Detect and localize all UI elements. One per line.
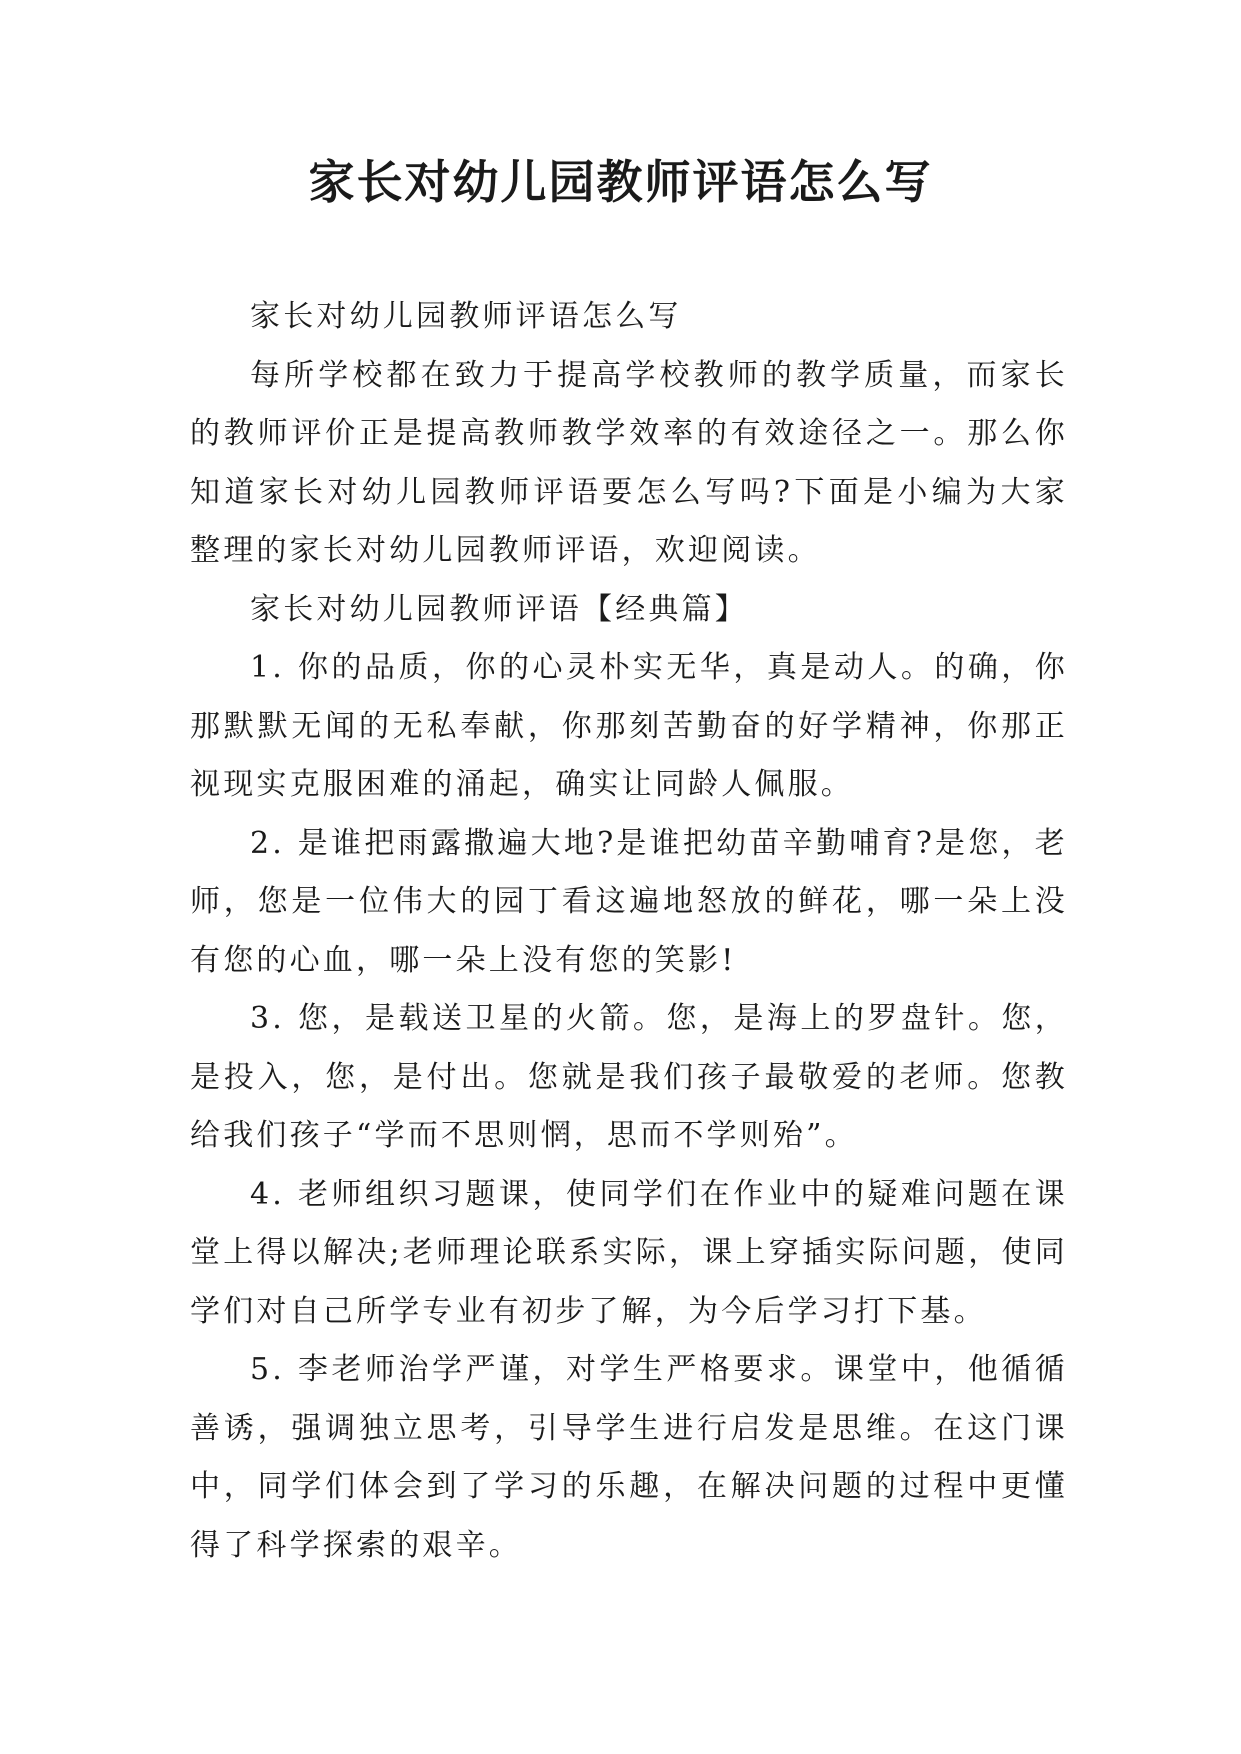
comment-item-1: 1. 你的品质，你的心灵朴实无华，真是动人。的确，你那默默无闻的无私奉献，你那刻苦勤奋的好学精神，你那正视现实克服困难的涌起，确实让同龄人佩服。 [190, 650, 1068, 802]
section-heading: 家长对幼儿园教师评语【经典篇】 [250, 591, 748, 627]
document-body [190, 288, 1068, 1575]
comment-item-5: 5. 李老师治学严谨，对学生严格要求。课堂中，他循循善诱，强调独立思考，引导学生进行启发是思维。在这门课中，同学们体会到了学习的乐趣，在解决问题的过程中更懂得了科学探索的艰辛。 [190, 1352, 1068, 1563]
comment-item-3: 3. 您，是载送卫星的火箭。您，是海上的罗盘针。您，是投入，您，是付出。您就是我们孩子最敬爱的老师。您教给我们孩子“学而不思则惘，思而不学则殆”。 [190, 1001, 1068, 1153]
subtitle-paragraph: 家长对幼儿园教师评语怎么写 [250, 299, 682, 334]
intro-paragraph: 每所学校都在致力于提高学校教师的教学质量，而家长的教师评价正是提高教师教学效率的有效途径之一。那么你知道家长对幼儿园教师评语要怎么写吗?下面是小编为大家整理的家长对幼儿园教师评语，欢迎阅读。 [190, 357, 1068, 568]
comment-item-4: 4. 老师组织习题课，使同学们在作业中的疑难问题在课堂上得以解决;老师理论联系实际，课上穿插实际问题，使同学们对自己所学专业有初步了解，为今后学习打下基。 [190, 1176, 1068, 1329]
comment-item-2: 2. 是谁把雨露撒遍大地?是谁把幼苗辛勤哺育?是您，老师，您是一位伟大的园丁看这遍地怒放的鲜花，哪一朵上没有您的心血，哪一朵上没有您的笑影! [190, 825, 1068, 978]
document-title: 家长对幼儿园教师评语怎么写 [308, 155, 933, 209]
